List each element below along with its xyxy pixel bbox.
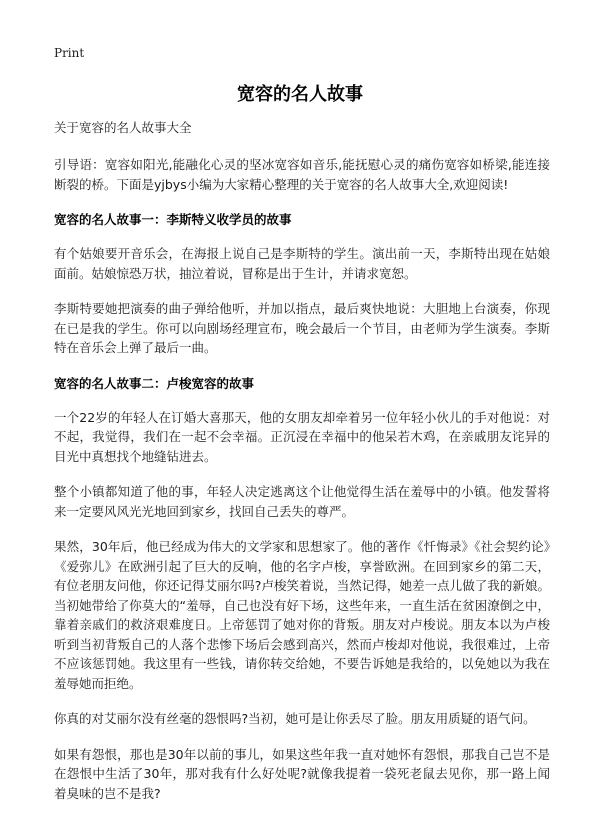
section-2-paragraph-3: 果然，30年后，他已经成为伟大的文学家和思想家了。他的著作《忏悔录》《社会契约论》《爱弥儿》在欧洲引起了巨大的反响，他的名字卢梭，享誉欧洲。在回到家乡的第二天，有位老朋友问他，你还记得艾丽尔吗?卢梭笑着说，当然记得，她差一点儿做了我的新娘。当初她带给了你莫大的“羞辱，自己也没有好下场，这些年来，一直生活在贫困潦倒之中，靠着亲戚们的救济艰难度日。上帝惩罚了她对你的背叛。朋友对卢梭说。朋友本以为卢梭听到当初背叛自己的人落个悲惨下场后会感到高兴，然而卢梭却对他说，我很难过，上帝不应该惩罚她。我这里有一些钱，请你转交给她，不要告诉她是我给的，以免她以为我在羞辱她而拒绝。 (54, 539, 550, 691)
section-2-paragraph-2: 整个小镇都知道了他的事，年轻人决定逃离这个让他觉得生活在羞辱中的小镇。他发誓将来一定要风风光光地回到家乡，找回自己丢失的尊严。 (54, 484, 550, 519)
section-1-paragraph-2: 李斯特要她把演奏的曲子弹给他听，并加以指点，最后爽快地说：大胆地上台演奏，你现在已是我的学生。你可以向剧场经理宣布，晚会最后一个节目，由老师为学生演奏。李斯特在音乐会上弹了最后一曲。 (54, 301, 550, 355)
intro-paragraph: 引导语：宽容如阳光,能融化心灵的坚冰宽容如音乐,能抚慰心灵的痛伤宽容如桥梁,能连接断裂的桥。下面是yjbys小编为大家精心整理的关于宽容的名人故事大全,欢迎阅读! (54, 157, 550, 192)
section-1-paragraph-1: 有个姑娘要开音乐会，在海报上说自己是李斯特的学生。演出前一天，李斯特出现在姑娘面前。姑娘惊恐万状，抽泣着说，冒称是出于生计，并请求宽恕。 (54, 246, 550, 281)
section-heading-2: 宽容的名人故事二：卢梭宽容的故事 (54, 375, 255, 391)
article-body (54, 118, 550, 819)
section-2-paragraph-4: 你真的对艾丽尔没有丝毫的怨恨吗?当初，她可是让你丢尽了脸。朋友用质疑的语气问。 (54, 711, 536, 726)
print-link[interactable]: Print (54, 46, 85, 60)
section-2-paragraph-1: 一个22岁的年轻人在订婚大喜那天，他的女朋友却牵着另一位年轻小伙儿的手对他说：对不起，我觉得，我们在一起不会幸福。正沉浸在幸福中的他呆若木鸡，在亲戚朋友诧异的目光中真想找个地缝钻进去。 (54, 409, 550, 464)
section-2-paragraph-5: 如果有怨恨，那也是30年以前的事儿，如果这些年我一直对她怀有怨恨，那我自己岂不是在怨恨中生活了30年，那对我有什么好处呢?就像我提着一袋死老鼠去见你，那一路上闻着臭味的岂不是我? (54, 746, 550, 801)
section-heading-1: 宽容的名人故事一：李斯特义收学员的故事 (54, 212, 292, 227)
page-title: 宽容的名人故事 (237, 84, 363, 105)
subtitle: 关于宽容的名人故事大全 (54, 120, 192, 135)
